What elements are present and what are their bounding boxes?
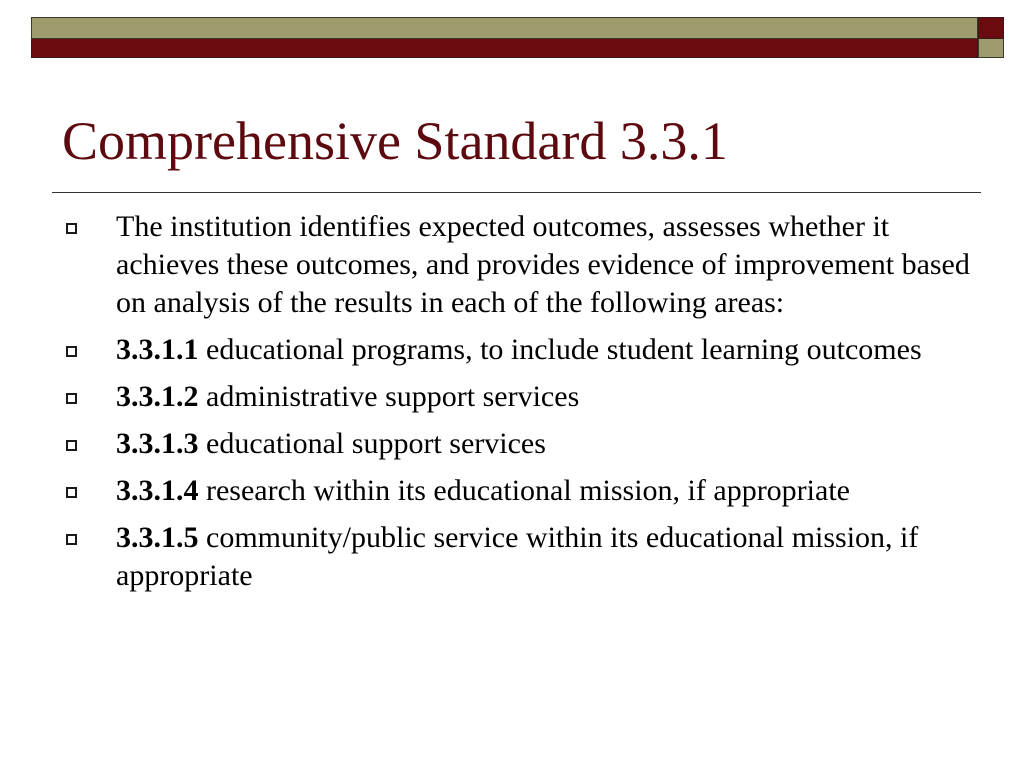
title-divider [52,192,981,193]
square-bullet-icon [66,440,77,451]
header-band-maroon [31,39,978,58]
bullet-number: 3.3.1.1 [116,333,199,366]
bullet-item-3-3-1-5 [62,519,982,595]
header-corner-olive [978,39,1004,58]
square-bullet-icon [66,487,77,498]
bullet-description: educational programs, to include student learning outcomes [198,333,922,366]
bullet-item-3-3-1-1 [62,331,982,369]
header-corner-maroon [978,17,1004,39]
bullet-number: 3.3.1.4 [116,474,199,507]
square-bullet-icon [66,223,77,234]
bullet-number: 3.3.1.5 [116,521,199,554]
header-band-olive [31,17,978,39]
bullet-text [116,378,982,416]
bullet-item-3-3-1-2 [62,378,982,416]
bullet-item-3-3-1-4 [62,472,982,510]
bullet-description: administrative support services [198,380,580,413]
bullet-text [116,425,982,463]
bullet-text [116,208,982,322]
bullet-number: 3.3.1.3 [116,427,199,460]
bullet-text [116,472,982,510]
bullet-number: 3.3.1.2 [116,380,199,413]
bullet-description: research within its educational mission, if appropriate [198,474,850,507]
bullet-description: community/public service within its educational mission, if appropriate [116,521,919,592]
bullet-text [116,519,982,595]
bullet-text [116,331,982,369]
square-bullet-icon [66,393,77,404]
bullet-item-3-3-1-3 [62,425,982,463]
bullet-description: The institution identifies expected outcomes, assesses whether it achieves these outcomes, and provides evidence of improvement based on analysis of the results in each of the following areas: [116,210,970,319]
slide-title: Comprehensive Standard 3.3.1 [62,111,728,171]
square-bullet-icon [66,346,77,357]
bullet-list [62,208,982,604]
bullet-description: educational support services [198,427,546,460]
square-bullet-icon [66,534,77,545]
bullet-item-intro [62,208,982,322]
